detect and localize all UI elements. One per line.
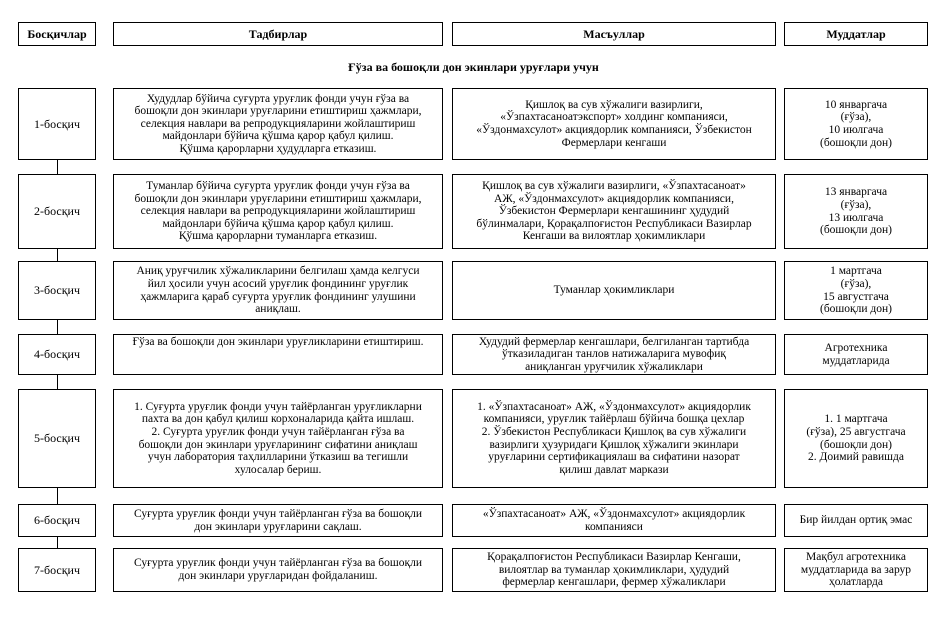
deadline-7: Мақбул агротехника муддатларида ва зарур ҳолатларда — [784, 548, 928, 592]
connector — [57, 537, 58, 548]
connector — [57, 249, 58, 261]
deadline-1: 10 январгача (ғўза), 10 июлгача (бошоқли дон) — [784, 88, 928, 160]
stage-label: 5-босқич — [33, 431, 80, 446]
header-actions-label: Тадбирлар — [248, 26, 308, 41]
stage-2 — [18, 174, 96, 249]
responsible-3: Туманлар ҳокимликлари — [452, 261, 776, 320]
action-6: Суғурта уруғлик фонди учун тайёрланган ғўза ва бошоқли дон экинлари уруғларини сақлаш. — [113, 504, 443, 537]
responsible-1: Қишлоқ ва сув хўжалиги вазирлиги, «Ўзпахтасаноатэкспорт» холдинг компанияси, «Ўздонмахсулот» акциядорлик компанияси, Ўзбекистон Фермерлари кенгаши — [452, 88, 776, 160]
responsible-2: Қишлоқ ва сув хўжалиги вазирлиги, «Ўзпахтасаноат» АЖ, «Ўздонмахсулот» акциядорлик компанияси, Ўзбекистон Фермерлари кенгашининг ҳудудий бўлинмалари, Қорақалпоғистон Республикаси Вазирлар Кенгаши ва вилоятлар ҳокимликлари — [452, 174, 776, 249]
header-responsible — [452, 22, 776, 46]
header-deadlines — [784, 22, 928, 46]
stage-6 — [18, 504, 96, 537]
stage-label: 1-босқич — [33, 116, 80, 131]
stage-3 — [18, 261, 96, 320]
stage-1 — [18, 88, 96, 160]
deadline-5: 1. 1 мартгача (ғўза), 25 августгача (бошоқли дон) 2. Доимий равишда — [784, 389, 928, 488]
responsible-4: Худудий фермерлар кенгашлари, белгиланган тартибда ўтказиладиган танлов натижаларига мувофиқ аниқланган уруғчилик хўжаликлари — [452, 334, 776, 375]
header-deadlines-label: Муддатлар — [826, 26, 886, 41]
header-stages-label: Босқичлар — [27, 26, 87, 41]
responsible-5: 1. «Ўзпахтасаноат» АЖ, «Ўздонмахсулот» акциядорлик компанияси, уруғлик тайёрлаш бўйича бошқа цехлар 2. Ўзбекистон Республикаси Қишлоқ ва сув хўжалиги вазирлиги ҳузуридаги Қишлоқ хўжалиги экинлари уруғларини сертификациялаш ва сифатини назорат қилиш давлат маркази — [452, 389, 776, 488]
header-responsible-label: Масъуллар — [583, 26, 645, 41]
connector — [57, 375, 58, 389]
connector — [57, 160, 58, 174]
stage-label: 3-босқич — [33, 283, 80, 298]
responsible-6: «Ўзпахтасаноат» АЖ, «Ўздонмахсулот» акциядорлик компанияси — [452, 504, 776, 537]
stage-label: 7-босқич — [33, 562, 80, 577]
deadline-6: Бир йилдан ортиқ эмас — [784, 504, 928, 537]
connector — [57, 488, 58, 504]
action-3: Аниқ уруғчилик хўжаликларини белгилаш ҳамда келгуси йил ҳосили учун асосий уруғлик фондининг уруғлик ҳажмларига қараб суғурта уруғлик фондининг улушини аниқлаш. — [113, 261, 443, 320]
stage-4 — [18, 334, 96, 375]
section-title: Ғўза ва бошоқли дон экинлари уруғлари учун — [348, 60, 599, 74]
stage-label: 6-босқич — [33, 513, 80, 528]
stage-7 — [18, 548, 96, 592]
stage-label: 4-босқич — [33, 347, 80, 362]
stage-5 — [18, 389, 96, 488]
action-4: Ғўза ва бошоқли дон экинлари уруғликларини етиштириш. — [113, 334, 443, 375]
action-2: Туманлар бўйича суғурта уруғлик фонди учун ғўза ва бошоқли дон экинлари уруғларини етиштириш ҳажмлари, селекция навлари ва репродукцияларини жойлаштириш майдонлари бўйича қўшма қарор қабул қилиш. Қўшма қарорларни туманларга етказиш. — [113, 174, 443, 249]
connector — [57, 320, 58, 334]
header-actions — [113, 22, 443, 46]
header-stages — [18, 22, 96, 46]
stage-label: 2-босқич — [33, 204, 80, 219]
action-1: Худудлар бўйича суғурта уруғлик фонди учун ғўза ва бошоқли дон экинлари уруғларини етиштириш ҳажмлари, селекция навлари ва репродукцияларини жойлаштириш майдонлари бўйича қўшма қарор қабул қилиш. Қўшма қарорларни ҳудудларга етказиш. — [113, 88, 443, 160]
deadline-3: 1 мартгача (ғўза), 15 августгача (бошоқли дон) — [784, 261, 928, 320]
responsible-7: Қорақалпоғистон Республикаси Вазирлар Кенгаши, вилоятлар ва туманлар ҳокимликлари, ҳудудий фермерлар кенгашлари, фермер хўжаликлари — [452, 548, 776, 592]
action-7: Суғурта уруғлик фонди учун тайёрланган ғўза ва бошоқли дон экинлари уруғларидан фойдаланиш. — [113, 548, 443, 592]
deadline-4: Агротехника муддатларида — [784, 334, 928, 375]
action-5: 1. Суғурта уруғлик фонди учун тайёрланган уруғликларни пахта ва дон қабул қилиш корхоналарида қайта ишлаш. 2. Суғурта уруғлик фонди учун тайёрланган ғўза ва бошоқли дон экинлари уруғларининг сифатини аниқлаш учун лаборатория таҳлилларини ўтказиш ва тегишли хулосалар бериш. — [113, 389, 443, 488]
deadline-2: 13 январгача (ғўза), 13 июлгача (бошоқли дон) — [784, 174, 928, 249]
